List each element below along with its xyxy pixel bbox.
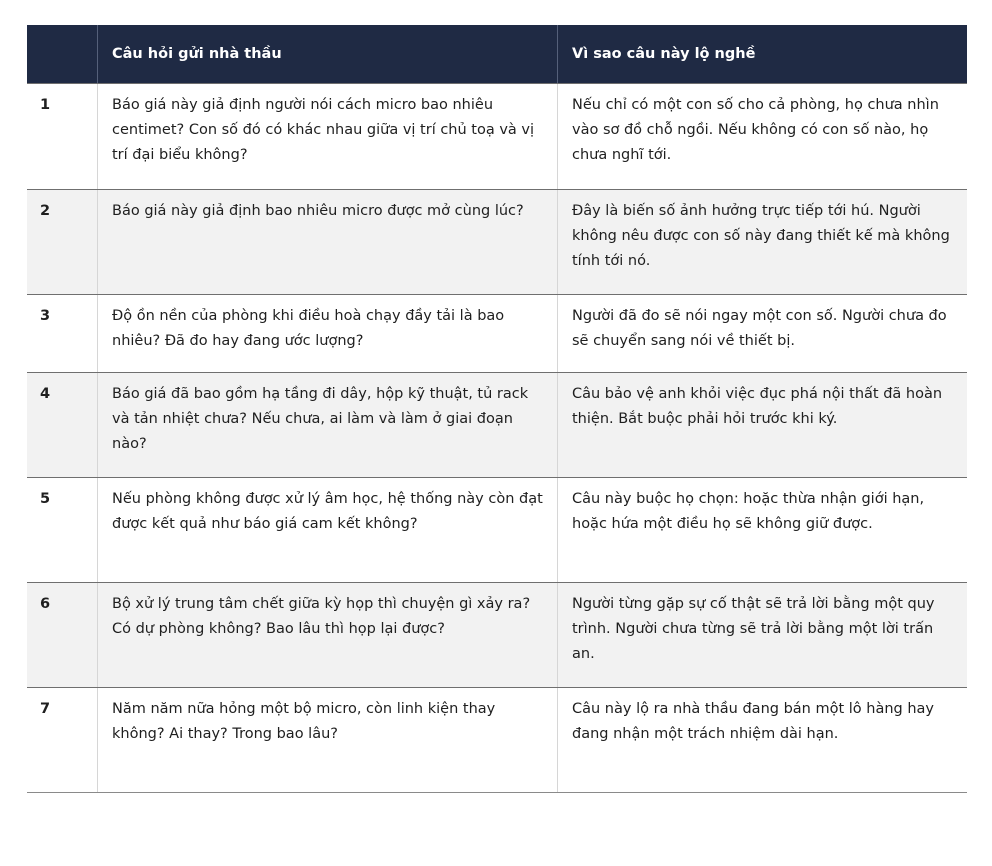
header-number [27, 25, 97, 83]
row-question: Nếu phòng không được xử lý âm học, hệ thống này còn đạt được kết quả như báo giá cam kết không? [97, 478, 557, 582]
table-header [27, 25, 967, 83]
row-number: 5 [40, 491, 51, 507]
table-row [27, 189, 967, 294]
row-reason: Người đã đo sẽ nói ngay một con số. Người chưa đo sẽ chuyển sang nói về thiết bị. [557, 295, 967, 372]
row-number: 7 [40, 701, 51, 717]
row-reason: Câu bảo vệ anh khỏi việc đục phá nội thất đã hoàn thiện. Bắt buộc phải hỏi trước khi ký. [557, 373, 967, 477]
table-row [27, 83, 967, 189]
row-question: Báo giá này giả định người nói cách micro bao nhiêu centimet? Con số đó có khác nhau giữa vị trí chủ toạ và vị trí đại biểu không? [97, 84, 557, 189]
table-row [27, 372, 967, 477]
table-row [27, 582, 967, 687]
row-number: 4 [40, 386, 51, 402]
row-reason: Đây là biến số ảnh hưởng trực tiếp tới hú. Người không nêu được con số này đang thiết kế mà không tính tới nó. [557, 190, 967, 294]
table-row [27, 294, 967, 372]
table-row [27, 687, 967, 792]
row-reason: Câu này lộ ra nhà thầu đang bán một lô hàng hay đang nhận một trách nhiệm dài hạn. [557, 688, 967, 792]
row-reason: Câu này buộc họ chọn: hoặc thừa nhận giới hạn, hoặc hứa một điều họ sẽ không giữ được. [557, 478, 967, 582]
row-reason: Người từng gặp sự cố thật sẽ trả lời bằng một quy trình. Người chưa từng sẽ trả lời bằng một lời trấn an. [557, 583, 967, 687]
row-question: Báo giá này giả định bao nhiêu micro được mở cùng lúc? [97, 190, 557, 294]
questions-table [27, 25, 967, 793]
header-question: Câu hỏi gửi nhà thầu [97, 25, 557, 83]
row-reason: Nếu chỉ có một con số cho cả phòng, họ chưa nhìn vào sơ đồ chỗ ngồi. Nếu không có con số nào, họ chưa nghĩ tới. [557, 84, 967, 189]
row-question: Bộ xử lý trung tâm chết giữa kỳ họp thì chuyện gì xảy ra? Có dự phòng không? Bao lâu thì họp lại được? [97, 583, 557, 687]
header-reason: Vì sao câu này lộ nghề [557, 25, 967, 83]
row-number: 1 [40, 97, 51, 113]
row-number: 2 [40, 203, 51, 219]
row-number: 6 [40, 596, 51, 612]
row-question: Độ ồn nền của phòng khi điều hoà chạy đầy tải là bao nhiêu? Đã đo hay đang ước lượng? [97, 295, 557, 372]
row-number: 3 [40, 308, 51, 324]
table-row [27, 477, 967, 582]
row-question: Năm năm nữa hỏng một bộ micro, còn linh kiện thay không? Ai thay? Trong bao lâu? [97, 688, 557, 792]
row-question: Báo giá đã bao gồm hạ tầng đi dây, hộp kỹ thuật, tủ rack và tản nhiệt chưa? Nếu chưa, ai làm và làm ở giai đoạn nào? [97, 373, 557, 477]
